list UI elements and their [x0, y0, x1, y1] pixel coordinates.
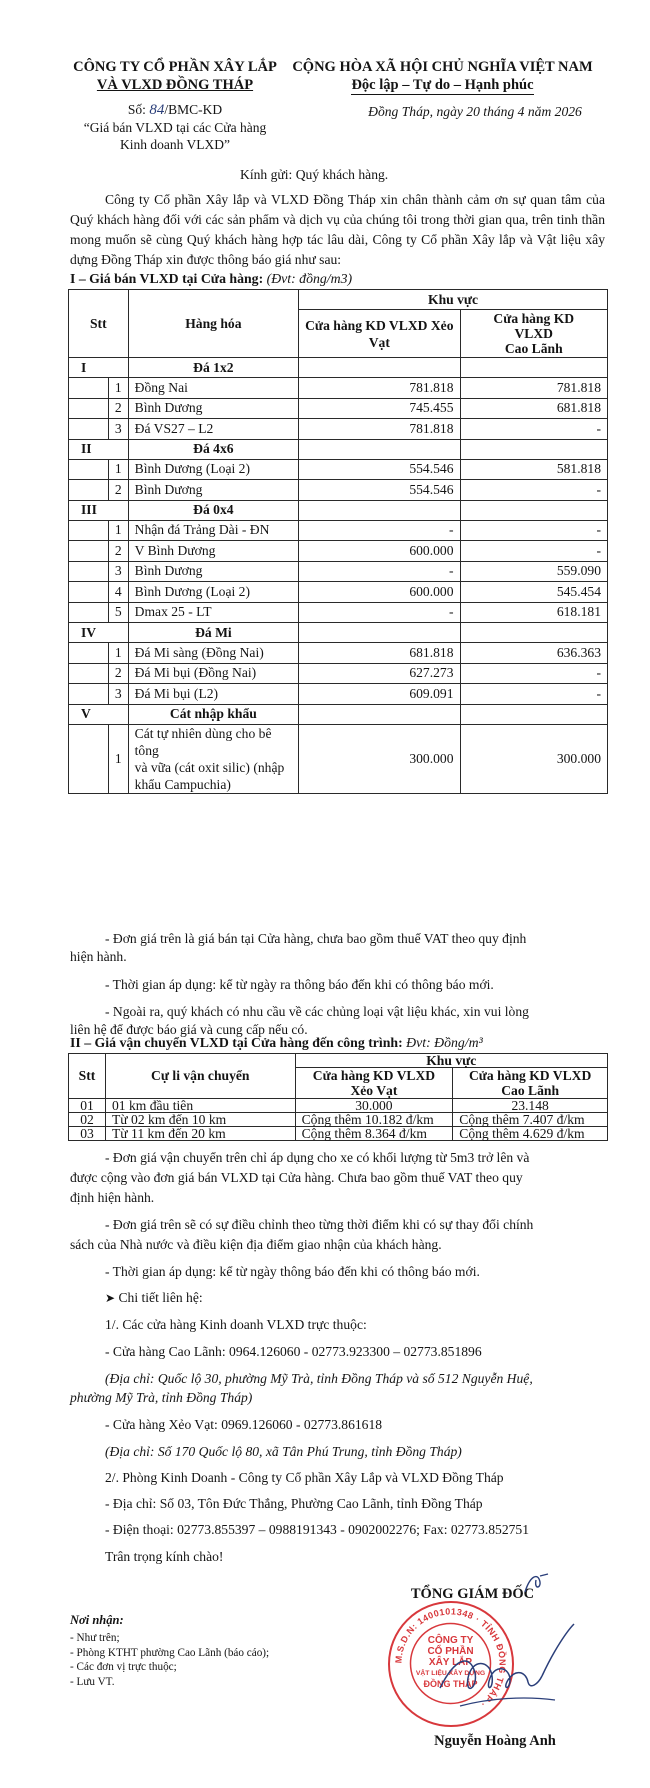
item-cao-lanh-price: 581.818	[460, 459, 608, 480]
recipient-2: - Phòng KTHT phường Cao Lãnh (báo cáo);	[70, 1646, 270, 1659]
item-xeo-vat-price: 600.000	[299, 541, 460, 562]
transport-header-cao-lanh	[453, 1068, 608, 1099]
item-cao-lanh-price: 781.818	[460, 378, 608, 399]
note-vat-l2: hiện hành.	[70, 949, 127, 964]
transport-header-region: Khu vực	[295, 1054, 607, 1068]
transport-table	[68, 1053, 608, 1141]
item-xeo-vat-price: -	[299, 520, 460, 541]
section1-title	[70, 271, 352, 287]
note-other-l2: liên hệ để được báo giá và cung cấp nếu có.	[70, 1022, 308, 1037]
subject-line2: Kinh doanh VLXD”	[120, 137, 230, 152]
item-no: 2	[108, 398, 128, 419]
seal-ring-textpath: M.S.D.N: 1400101348 · TỈNH ĐỒNG THÁP ·	[393, 1606, 508, 1710]
item-no: 2	[108, 663, 128, 684]
recipients-title: Nơi nhận:	[70, 1613, 124, 1627]
group-name: Cát nhập khẩu	[128, 704, 298, 724]
recipient-3: - Các đơn vị trực thuộc;	[70, 1661, 177, 1673]
price-item-row	[69, 643, 608, 664]
sand-xeo-vat-price: 300.000	[299, 724, 460, 793]
group-name: Đá 0x4	[128, 500, 298, 520]
group-empty-cl	[460, 439, 608, 459]
item-indent	[69, 378, 109, 399]
subject-line1: “Giá bán VLXD tại các Cửa hàng	[83, 120, 267, 135]
price-table	[68, 289, 608, 794]
notes1	[70, 930, 610, 1039]
group-roman: III	[69, 500, 129, 520]
price-item-row	[69, 582, 608, 603]
transport-header-cao-lanh-l2: Cao Lãnh	[501, 1083, 560, 1098]
item-name: Đồng Nai	[128, 378, 298, 399]
group-name: Đá 1x2	[128, 358, 298, 378]
transport-header-cao-lanh-l1: Cửa hàng KD VLXD	[468, 1068, 592, 1083]
item-cao-lanh-price: 681.818	[460, 398, 608, 419]
item-cao-lanh-price: 618.181	[460, 602, 608, 623]
item-xeo-vat-price: -	[299, 561, 460, 582]
national-motto-line2: Độc lập – Tự do – Hạnh phúc	[351, 77, 534, 93]
document-number	[70, 101, 280, 119]
arrow-icon: ➤	[105, 1291, 116, 1305]
item-cao-lanh-price: 636.363	[460, 643, 608, 664]
number-handwritten: 84	[149, 102, 165, 118]
group-empty-xv	[299, 623, 460, 643]
price-item-row	[69, 459, 608, 480]
price-header-xeo-vat: Cửa hàng KD VLXD Xẻo Vạt	[299, 310, 460, 358]
sand-name-l2: và vữa (cát oxit silic) (nhập	[134, 759, 285, 775]
price-item-row	[69, 541, 608, 562]
item-cao-lanh-price: -	[460, 541, 608, 562]
price-item-row	[69, 663, 608, 684]
transport-xeo-vat: 30.000	[295, 1099, 453, 1113]
item-xeo-vat-price: 781.818	[299, 378, 460, 399]
transport-header-distance: Cự li vận chuyển	[105, 1054, 295, 1099]
price-item-row	[69, 520, 608, 541]
store-xeo-vat-address: (Địa chỉ: Số 170 Quốc lộ 80, xã Tân Phú Trung, tỉnh Đồng Tháp)	[105, 1444, 462, 1459]
transport-distance: Từ 02 km đến 10 km	[105, 1113, 295, 1127]
initial-mark	[522, 1570, 552, 1598]
transport-xeo-vat: Cộng thêm 10.182 đ/km	[295, 1113, 453, 1127]
item-name: Đá VS27 – L2	[128, 419, 298, 440]
item-indent	[69, 520, 109, 541]
item-no: 1	[108, 459, 128, 480]
item-no: 4	[108, 582, 128, 603]
transport-header-xeo-vat	[295, 1068, 453, 1099]
note-transport-scope-l3: định hiện hành.	[70, 1190, 155, 1205]
note-transport-scope	[70, 1149, 610, 1207]
document-subject	[70, 119, 280, 153]
item-cao-lanh-price: -	[460, 419, 608, 440]
signature	[430, 1618, 580, 1723]
item-indent	[69, 602, 109, 623]
item-cao-lanh-price: -	[460, 684, 608, 705]
group-roman: I	[69, 358, 129, 378]
note-adjust-l1: - Đơn giá trên sẽ có sự điều chỉnh theo từng thời điểm khi có sự thay đổi chính	[105, 1217, 534, 1232]
recipient-1: - Như trên;	[70, 1632, 120, 1644]
transport-stt: 01	[69, 1099, 106, 1113]
item-no: 2	[108, 480, 128, 501]
price-header-cao-lanh-l3: Cao Lãnh	[504, 341, 563, 356]
seal-line4: VẬT LIỆU XÂY DỰNG	[415, 1670, 486, 1677]
stores-title: 1/. Các cửa hàng Kinh doanh VLXD trực thuộc:	[105, 1317, 367, 1332]
price-header-cao-lanh-l1: Cửa hàng KD	[493, 311, 575, 326]
group-empty-xv	[299, 704, 460, 724]
price-group-row	[69, 704, 608, 724]
sand-name-l3: khẩu Campuchia)	[134, 776, 231, 792]
item-indent	[69, 541, 109, 562]
group-roman: IV	[69, 623, 129, 643]
price-item-row	[69, 480, 608, 501]
transport-xeo-vat: Cộng thêm 8.364 đ/km	[295, 1127, 453, 1141]
item-name: Đá Mi sàng (Đồng Nai)	[128, 643, 298, 664]
transport-stt: 02	[69, 1113, 106, 1127]
note-vat-l1: - Đơn giá trên là giá bán tại Cửa hàng, chưa bao gồm thuế VAT theo quy định	[105, 931, 527, 946]
section2-title-text: II – Giá vận chuyển VLXD tại Cửa hàng đến công trình:	[70, 1035, 403, 1050]
item-name: Đá Mi bụi (Đồng Nai)	[128, 663, 298, 684]
group-name: Đá Mi	[128, 623, 298, 643]
sales-dept-address: - Địa chỉ: Số 03, Tôn Đức Thắng, Phường Cao Lãnh, tỉnh Đồng Tháp	[105, 1496, 483, 1511]
notes2	[70, 1149, 610, 1566]
item-indent	[69, 643, 109, 664]
item-xeo-vat-price: 745.455	[299, 398, 460, 419]
note-vat	[70, 930, 610, 966]
item-xeo-vat-price: 600.000	[299, 582, 460, 603]
section1-unit: (Đvt: đồng/m3)	[266, 271, 353, 286]
price-group-row	[69, 358, 608, 378]
item-indent	[69, 684, 109, 705]
group-name: Đá 4x6	[128, 439, 298, 459]
item-name: Nhận đá Trảng Dài - ĐN	[128, 520, 298, 541]
recipients	[70, 1613, 320, 1689]
price-item-row	[69, 398, 608, 419]
number-suffix: /BMC-KD	[164, 102, 223, 117]
note-other	[70, 1003, 610, 1039]
transport-distance: 01 km đầu tiên	[105, 1099, 295, 1113]
transport-stt: 03	[69, 1127, 106, 1141]
section2-title	[70, 1035, 483, 1051]
note-apply-time: - Thời gian áp dụng: kể từ ngày ra thông báo đến khi có thông báo mới.	[105, 977, 494, 992]
item-no: 2	[108, 541, 128, 562]
sand-name	[128, 724, 298, 793]
price-item-row	[69, 378, 608, 399]
item-no: 3	[108, 684, 128, 705]
group-roman: V	[69, 704, 129, 724]
group-empty-cl	[460, 500, 608, 520]
item-no: 1	[108, 520, 128, 541]
item-no: 5	[108, 602, 128, 623]
transport-cao-lanh: Cộng thêm 7.407 đ/km	[453, 1113, 608, 1127]
price-header-cao-lanh-l2: VLXD	[514, 326, 554, 341]
store-cao-lanh-address-l2: phường Mỹ Trà, tỉnh Đồng Tháp)	[70, 1390, 253, 1405]
item-indent	[69, 398, 109, 419]
item-cao-lanh-price: -	[460, 663, 608, 684]
price-item-row	[69, 684, 608, 705]
item-xeo-vat-price: 781.818	[299, 419, 460, 440]
item-xeo-vat-price: -	[299, 602, 460, 623]
item-name: Bình Dương	[128, 561, 298, 582]
note-apply-time-2: - Thời gian áp dụng: kể từ ngày thông báo đến khi có thông báo mới.	[105, 1264, 480, 1279]
group-empty-xv	[299, 500, 460, 520]
item-name: V Bình Dương	[128, 541, 298, 562]
item-no: 1	[108, 378, 128, 399]
store-xeo-vat-phone: - Cửa hàng Xẻo Vạt: 0969.126060 - 02773.861618	[105, 1417, 383, 1432]
item-xeo-vat-price: 681.818	[299, 643, 460, 664]
seal-line5: ĐỒNG THÁP	[423, 1679, 478, 1689]
sales-dept-title: 2/. Phòng Kinh Doanh - Công ty Cổ phần Xây Lắp và VLXD Đồng Tháp	[105, 1470, 504, 1485]
price-group-row	[69, 439, 608, 459]
item-name: Bình Dương (Loại 2)	[128, 459, 298, 480]
item-indent	[69, 459, 109, 480]
item-no: 3	[108, 419, 128, 440]
transport-table-body	[69, 1099, 608, 1141]
price-item-row	[69, 561, 608, 582]
group-empty-cl	[460, 704, 608, 724]
price-header-stt: Stt	[69, 290, 129, 358]
price-group-row	[69, 500, 608, 520]
seal-line1: CÔNG TY	[427, 1635, 474, 1646]
item-xeo-vat-price: 554.546	[299, 459, 460, 480]
item-cao-lanh-price: -	[460, 480, 608, 501]
item-name: Dmax 25 - LT	[128, 602, 298, 623]
seal-line2: CỔ PHẦN	[427, 1646, 474, 1657]
director-name: Nguyễn Hoàng Anh	[434, 1733, 556, 1749]
section2-unit: Đvt: Đồng/m³	[406, 1035, 483, 1050]
item-cao-lanh-price: 545.454	[460, 582, 608, 603]
item-xeo-vat-price: 627.273	[299, 663, 460, 684]
closing-greeting: Trân trọng kính chào!	[105, 1549, 224, 1564]
transport-cao-lanh: Cộng thêm 4.629 đ/km	[453, 1127, 608, 1141]
transport-cao-lanh: 23.148	[453, 1099, 608, 1113]
group-empty-cl	[460, 623, 608, 643]
section1-title-text: I – Giá bán VLXD tại Cửa hàng:	[70, 271, 264, 286]
transport-row	[69, 1127, 608, 1141]
item-name: Bình Dương	[128, 480, 298, 501]
price-item-row	[69, 419, 608, 440]
price-header-region: Khu vực	[299, 290, 608, 310]
price-header-cao-lanh	[460, 310, 608, 358]
item-xeo-vat-price: 554.546	[299, 480, 460, 501]
place-date: Đồng Tháp, ngày 20 tháng 4 năm 2026	[368, 104, 582, 119]
price-table-body	[69, 358, 608, 725]
note-adjust	[70, 1216, 610, 1254]
transport-row	[69, 1113, 608, 1127]
seal-line3: XÂY LẮP	[428, 1657, 473, 1668]
director-title: TỔNG GIÁM ĐỐC	[410, 1586, 535, 1602]
price-item-row	[69, 602, 608, 623]
company-name-line1: CÔNG TY CỔ PHẦN XÂY LẮP	[73, 59, 277, 75]
transport-header-xeo-vat-l2: Xẻo Vạt	[350, 1083, 398, 1098]
item-no: 1	[108, 643, 128, 664]
contact-title: Chi tiết liên hệ:	[118, 1290, 203, 1305]
company-name	[70, 58, 280, 94]
item-indent	[69, 480, 109, 501]
item-name: Bình Dương (Loại 2)	[128, 582, 298, 603]
note-transport-scope-l1: - Đơn giá vận chuyển trên chỉ áp dụng cho xe có khối lượng từ 5m3 trở lên và	[105, 1150, 530, 1165]
group-roman: II	[69, 439, 129, 459]
group-empty-xv	[299, 358, 460, 378]
item-indent	[69, 419, 109, 440]
intro-paragraph: Công ty Cổ phần Xây lắp và VLXD Đồng Tháp xin chân thành cảm ơn sự quan tâm của Quý khách hàng đối với các sản phẩm và dịch vụ của chúng tôi trong thời gian qua, trên tinh thần mong muốn sẽ cùng Quý khách hàng hợp tác lâu dài, Công ty Cổ phần Xây lắp và Vật liệu xây dựng Đồng Tháp xin được thông báo giá như sau:	[70, 192, 605, 267]
national-motto	[290, 58, 595, 95]
group-empty-cl	[460, 358, 608, 378]
transport-row	[69, 1099, 608, 1113]
transport-header-stt: Stt	[69, 1054, 106, 1099]
price-group-row	[69, 623, 608, 643]
item-name: Bình Dương	[128, 398, 298, 419]
sand-cao-lanh-price: 300.000	[460, 724, 608, 793]
note-transport-scope-l2: được cộng vào đơn giá bán VLXD tại Cửa hàng. Chưa bao gồm thuế VAT theo quy	[70, 1170, 523, 1185]
item-indent	[69, 561, 109, 582]
note-other-l1: - Ngoài ra, quý khách có nhu cầu về các chủng loại vật liệu khác, xin vui lòng	[105, 1004, 529, 1019]
sand-name-l1: Cát tự nhiên dùng cho bê tông	[134, 725, 272, 758]
national-motto-line1: CỘNG HÒA XÃ HỘI CHỦ NGHĨA VIỆT NAM	[292, 59, 593, 75]
recipient-4: - Lưu VT.	[70, 1675, 115, 1688]
sales-dept-phone: - Điện thoại: 02773.855397 – 0988191343 - 0902002276; Fax: 02773.852751	[105, 1522, 530, 1537]
store-cao-lanh-address	[70, 1370, 610, 1407]
store-cao-lanh-phone: - Cửa hàng Cao Lãnh: 0964.126060 - 02773.923300 – 02773.851896	[105, 1344, 482, 1359]
item-xeo-vat-price: 609.091	[299, 684, 460, 705]
item-indent	[69, 582, 109, 603]
price-header-goods: Hàng hóa	[128, 290, 298, 358]
number-prefix: Số:	[127, 102, 146, 117]
item-indent	[69, 663, 109, 684]
note-adjust-l2: sách của Nhà nước và điều kiện địa điểm giao nhận của khách hàng.	[70, 1237, 442, 1252]
item-name: Đá Mi bụi (L2)	[128, 684, 298, 705]
transport-header-xeo-vat-l1: Cửa hàng KD VLXD	[312, 1068, 436, 1083]
item-no: 3	[108, 561, 128, 582]
item-cao-lanh-price: -	[460, 520, 608, 541]
transport-distance: Từ 11 km đến 20 km	[105, 1127, 295, 1141]
group-empty-xv	[299, 439, 460, 459]
greeting: Kính gửi: Quý khách hàng.	[240, 167, 389, 182]
contact-heading	[70, 1289, 610, 1307]
item-cao-lanh-price: 559.090	[460, 561, 608, 582]
sand-no: 1	[108, 724, 128, 793]
company-name-line2: VÀ VLXD ĐỒNG THÁP	[96, 77, 254, 93]
store-cao-lanh-address-l1: (Địa chỉ: Quốc lộ 30, phường Mỹ Trà, tỉnh Đồng Tháp và số 512 Nguyễn Huệ,	[105, 1371, 533, 1386]
